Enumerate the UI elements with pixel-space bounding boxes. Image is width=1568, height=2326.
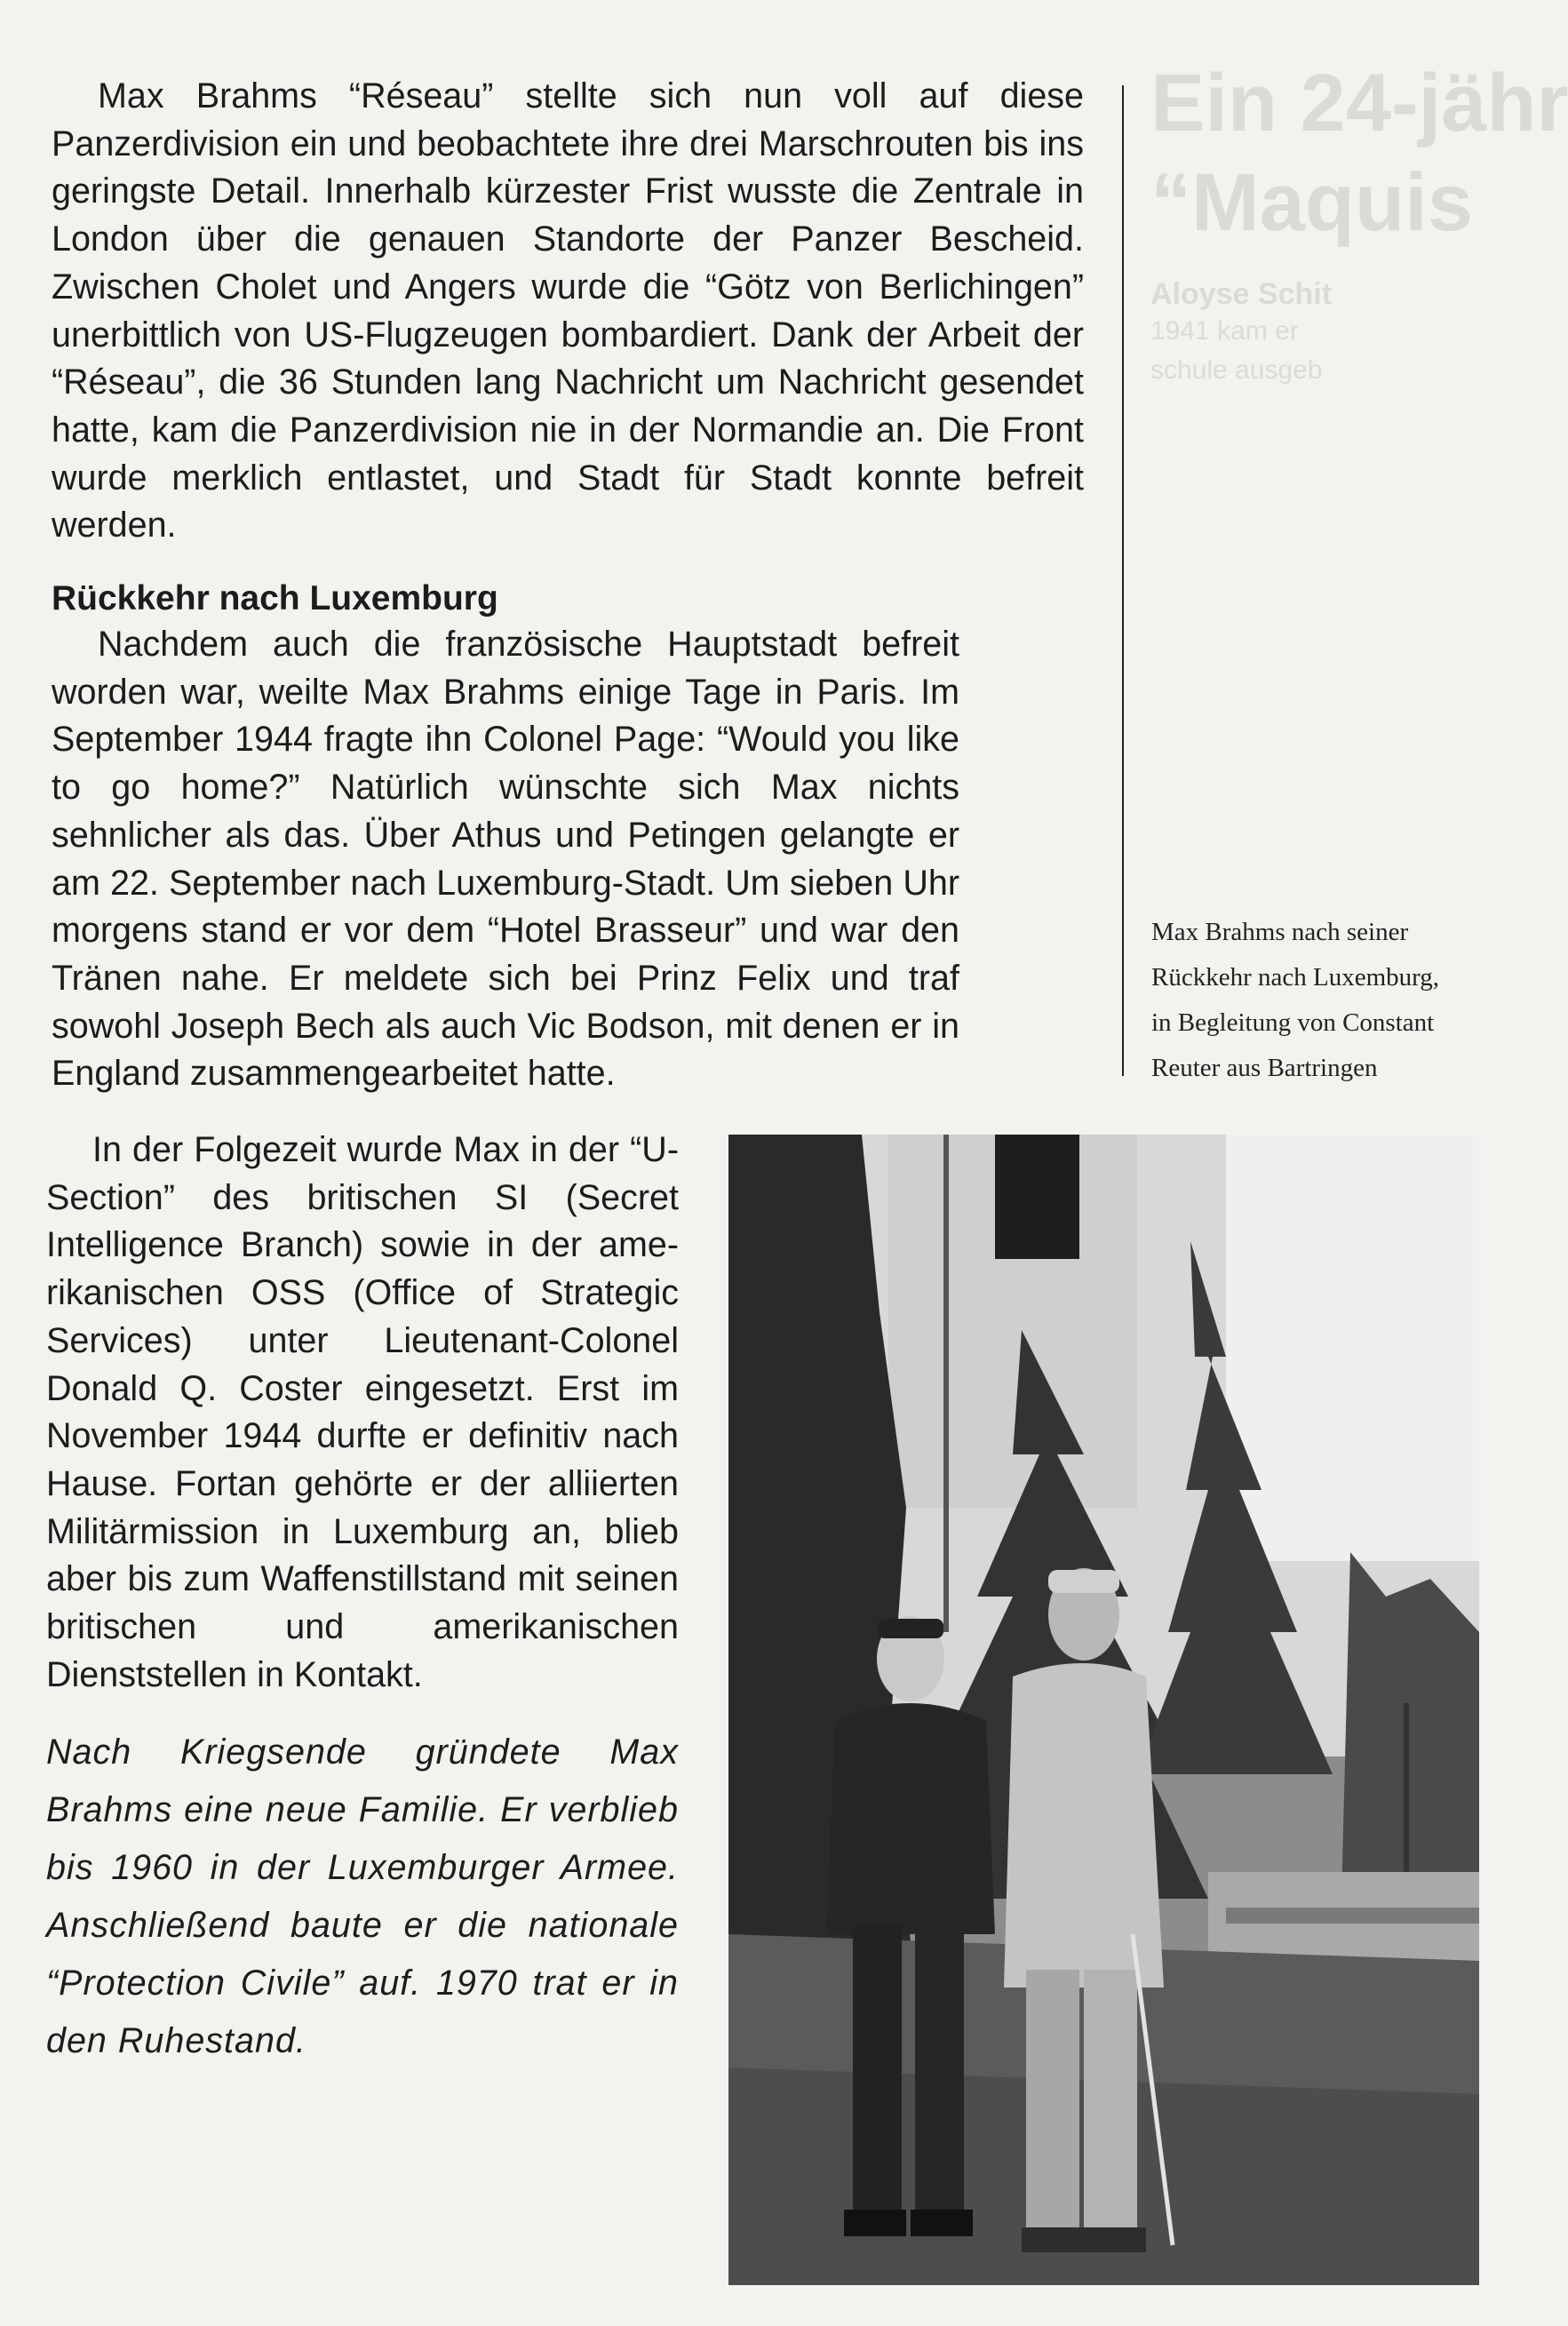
paragraph-later-service: In der Folgezeit wurde Max in der “U-Section” des britischen SI (Secret Intelligence Branch) sowie in der amerikanischen OSS (Office of Strategic Services) unter Lieutenant-Colonel Donald Q. Coster eingesetzt. Erst im November 1944 durfte er definitiv nach Hause. Fortan gehörte er der alliierten Militärmission in Luxemburg an, blieb aber bis zum Waffenstillstand mit seinen britischen und amerikanischen Dienststellen in Kontakt. bbox=[46, 1130, 679, 1694]
ghost-body-line-2: schule ausgeb bbox=[1150, 355, 1323, 385]
caption-line: Max Brahms nach seiner bbox=[1151, 918, 1409, 946]
ghost-author: Aloyse Schit bbox=[1150, 277, 1333, 311]
lower-text-column bbox=[46, 1127, 679, 2070]
historic-photograph bbox=[728, 1135, 1479, 2285]
caption-line: Reuter aus Bartringen bbox=[1151, 1054, 1378, 1082]
ghost-title-line-1: Ein 24-jähr bbox=[1150, 58, 1568, 148]
caption-line: Rückkehr nach Luxemburg, bbox=[1151, 963, 1440, 992]
section-heading: Rückkehr nach Luxemburg bbox=[52, 579, 498, 618]
main-text-column bbox=[52, 73, 1084, 1098]
ghost-body-line-1: 1941 kam er bbox=[1150, 316, 1299, 346]
photo-caption bbox=[1151, 910, 1489, 1091]
column-divider bbox=[1122, 85, 1124, 1076]
facing-page-bleedthrough bbox=[1150, 53, 1568, 551]
paragraph-return-to-luxembourg: Nachdem auch die französische Hauptstadt befreit worden war, weilte Max Brahms einige Tage in Paris. Im September 1944 fragte ihn Colonel Page: “Would you like to go home?” Natürlich wünschte sich Max nichts sehnlicher als das. Über Athus und Petingen gelangte er am 22. September nach Luxemburg-Stadt. Um sieben Uhr morgens stand er vor dem “Hotel Brasseur” und war den Tränen nahe. Er meldete sich bei Prinz Felix und traf sowohl Joseph Bech als auch Vic Bodson, mit denen er in England zusammengearbeitet hatte. bbox=[52, 625, 959, 1094]
intro-paragraph: Max Brahms “Réseau” stellte sich nun voll auf diese Panzerdivision ein und beobachtete ihre drei Marschrouten bis ins geringste Detail. Innerhalb kürzester Frist wusste die Zentrale in London über die genauen Standorte der Panzer Bescheid. Zwischen Cholet und Angers wurde die “Götz von Berlichingen” unerbittlich von US-Flugzeugen bombardiert. Dank der Arbeit der “Réseau”, die 36 Stunden lang Nachricht um Nachricht gesendet hatte, kam die Panzerdivision nie in der Normandie an. Die Front wurde merklich entlastet, und Stadt für Stadt konnte befreit werden. bbox=[52, 76, 1084, 546]
caption-line: in Begleitung von Constant bbox=[1151, 1008, 1435, 1037]
ghost-title-line-2: “Maquis bbox=[1150, 157, 1473, 248]
closing-italic-paragraph: Nach Kriegsende gründete Max Brahms eine neue Familie. Er verblieb bis 1960 in der Luxemburger Armee. Anschließend baute er die nationale “Protection Civile” auf. 1970 trat er in den Ruhestand. bbox=[46, 1733, 679, 2061]
